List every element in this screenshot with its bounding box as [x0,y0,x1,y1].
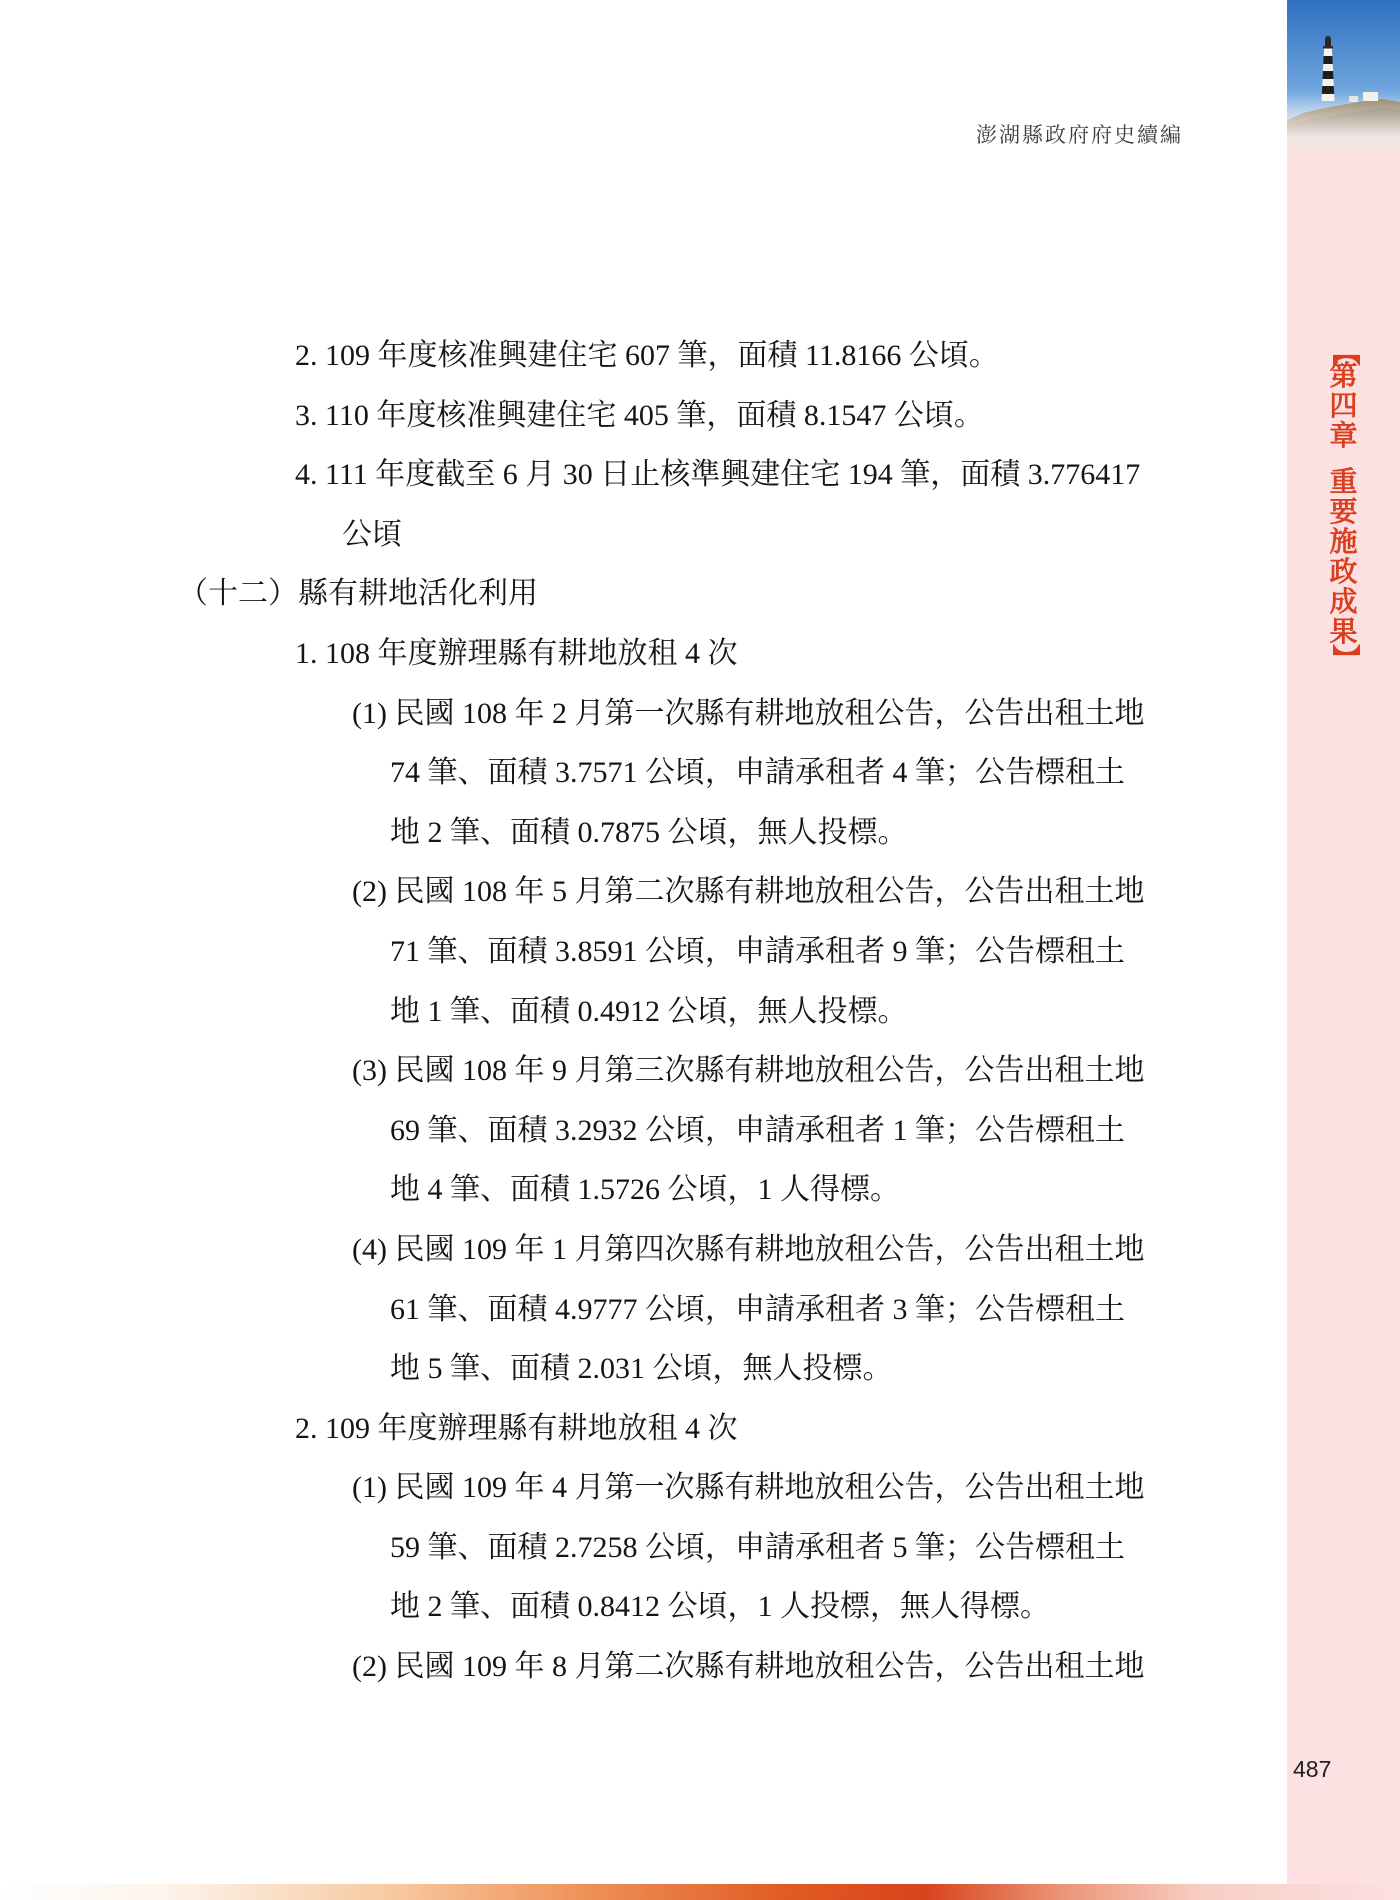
text-line: 地 1 筆、面積 0.4912 公頃，無人投標。 [390,994,908,1028]
text-line: 地 2 筆、面積 0.8412 公頃，1 人投標，無人得標。 [390,1590,1050,1624]
title-char: 要 [1329,497,1358,528]
title-char: 章 [1329,421,1358,452]
text-line: 3. 110 年度核准興建住宅 405 筆，面積 8.1547 公頃。 [295,398,984,432]
title-char: 四 [1329,391,1358,422]
text-line: 69 筆、面積 3.2932 公頃，申請承租者 1 筆；公告標租土 [390,1113,1125,1147]
text-line: (2) 民國 109 年 8 月第二次縣有耕地放租公告，公告出租土地 [352,1650,1145,1684]
title-char: 成 [1329,587,1358,618]
text-line: (4) 民國 109 年 1 月第四次縣有耕地放租公告，公告出租土地 [352,1232,1145,1266]
title-bracket: 】 [1328,643,1360,672]
footer-gradient-bar [0,1884,1400,1900]
text-line: (2) 民國 108 年 5 月第二次縣有耕地放租公告，公告出租土地 [352,875,1145,909]
text-line: 地 4 筆、面積 1.5726 公頃，1 人得標。 [390,1173,900,1207]
text-line: （十二）縣有耕地活化利用 [178,577,538,611]
text-line: 4. 111 年度截至 6 月 30 日止核準興建住宅 194 筆，面積 3.776417 [295,458,1141,492]
text-line: 地 2 筆、面積 0.7875 公頃，無人投標。 [390,815,908,849]
title-char: 第 [1329,361,1358,392]
text-line: 2. 109 年度核准興建住宅 607 筆，面積 11.8166 公頃。 [295,339,999,372]
title-char: 政 [1329,557,1358,588]
title-char: 施 [1329,527,1358,558]
text-line: 公頃 [342,517,402,551]
text-line: (3) 民國 108 年 9 月第三次縣有耕地放租公告，公告出租土地 [352,1054,1145,1088]
text-line: 2. 109 年度辦理縣有耕地放租 4 次 [295,1411,738,1445]
text-line: 地 5 筆、面積 2.031 公頃，無人投標。 [390,1352,893,1386]
chapter-sidebar [1287,0,1400,1900]
running-header-title: 澎湖縣政府府史續編 [976,124,1183,147]
text-line: 59 筆、面積 2.7258 公頃，申請承租者 5 筆；公告標租土 [390,1530,1125,1564]
text-line: 71 筆、面積 3.8591 公頃，申請承租者 9 筆；公告標租土 [390,934,1125,968]
chapter-title-vertical [1328,337,1360,672]
lighthouse-photo-icon [1287,0,1400,160]
text-line: (1) 民國 108 年 2 月第一次縣有耕地放租公告，公告出租土地 [352,696,1145,730]
text-line: 74 筆、面積 3.7571 公頃，申請承租者 4 筆；公告標租土 [390,756,1125,790]
title-char: 果 [1329,617,1358,648]
title-space [1329,452,1359,468]
text-line: (1) 民國 109 年 4 月第一次縣有耕地放租公告，公告出租土地 [352,1471,1145,1505]
text-line: 1. 108 年度辦理縣有耕地放租 4 次 [295,636,738,670]
title-char: 重 [1329,467,1358,498]
text-line: 61 筆、面積 4.9777 公頃，申請承租者 3 筆；公告標租土 [390,1292,1125,1326]
body-text [0,326,1260,1697]
page-number: 487 [1293,1756,1332,1782]
title-bracket: 【 [1328,337,1360,366]
